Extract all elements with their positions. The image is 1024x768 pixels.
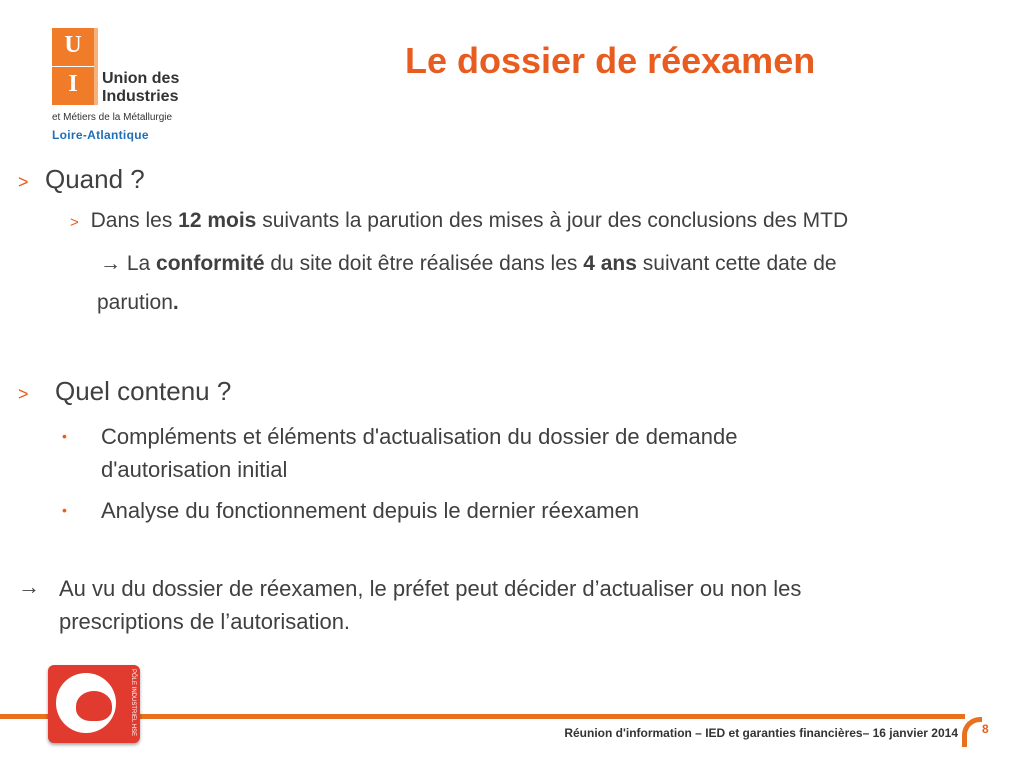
footer-curve <box>962 717 982 747</box>
quand-line1-post: suivants la parution des mises à jour des conclusions des MTD <box>256 209 849 232</box>
logo-name-line2: Industries <box>102 88 179 105</box>
contenu-item-1-line1: Compléments et éléments d'actualisation du dossier de demande <box>101 424 738 449</box>
section-quand <box>18 164 145 195</box>
footer-text: Réunion d'information – IED et garanties financières– 16 janvier 2014 <box>564 726 958 740</box>
chevron-right-icon: > <box>70 214 79 231</box>
contenu-item-1 <box>62 420 922 486</box>
logo-strip <box>94 28 98 105</box>
chevron-right-icon: > <box>18 384 29 404</box>
uimm-logo <box>52 28 212 148</box>
quand-line1 <box>70 202 848 242</box>
quand-line3 <box>97 284 179 322</box>
page-number: 8 <box>982 722 989 736</box>
helmet-icon <box>56 673 116 733</box>
bullet-dot-icon: • <box>62 428 67 444</box>
conclusion-line1: Au vu du dossier de réexamen, le préfet peut décider d’actualiser ou non les <box>59 576 802 601</box>
quand-line2 <box>100 245 837 283</box>
quand-line2-mid: du site doit être réalisée dans les <box>264 252 584 275</box>
quand-line2-bold1: conformité <box>156 252 265 275</box>
quand-line1-bold: 12 mois <box>178 209 257 232</box>
badge-text: PÔLE INDUSTRIEL HSE <box>130 669 136 737</box>
logo-letter-u: U <box>64 32 82 58</box>
slide-title: Le dossier de réexamen <box>405 40 816 81</box>
contenu-item-2-line1: Analyse du fonctionnement depuis le dernier réexamen <box>101 498 640 523</box>
logo-letter-i: I <box>68 71 78 97</box>
section-contenu <box>18 376 231 407</box>
section-contenu-heading: Quel contenu ? <box>54 376 232 406</box>
quand-line1-pre: Dans les <box>90 209 179 232</box>
contenu-item-2 <box>62 494 922 527</box>
logo-name <box>102 70 212 106</box>
bullet-dot-icon: • <box>62 502 67 518</box>
arrow-right-icon: → <box>18 574 40 599</box>
arrow-right-icon: → <box>100 252 121 275</box>
conclusion <box>18 572 978 638</box>
quand-line2-bold2: 4 ans <box>583 252 637 275</box>
contenu-item-1-line2: d'autorisation initial <box>101 457 288 482</box>
quand-line3-text: parution <box>97 291 173 314</box>
footer-rule <box>0 714 965 719</box>
logo-name-line1: Union des <box>102 70 180 87</box>
quand-line2-post: suivant cette date de <box>636 252 837 275</box>
quand-line2-pre: La <box>121 252 157 275</box>
helmet-shape <box>76 691 112 721</box>
logo-region: Loire-Atlantique <box>52 128 149 142</box>
section-quand-heading: Quand ? <box>44 164 145 194</box>
conclusion-line2: prescriptions de l’autorisation. <box>59 609 351 634</box>
chevron-right-icon: > <box>18 172 29 192</box>
logo-subtitle: et Métiers de la Métallurgie <box>52 112 173 123</box>
quand-line3-period: . <box>172 291 179 314</box>
pole-hse-logo <box>48 665 140 743</box>
